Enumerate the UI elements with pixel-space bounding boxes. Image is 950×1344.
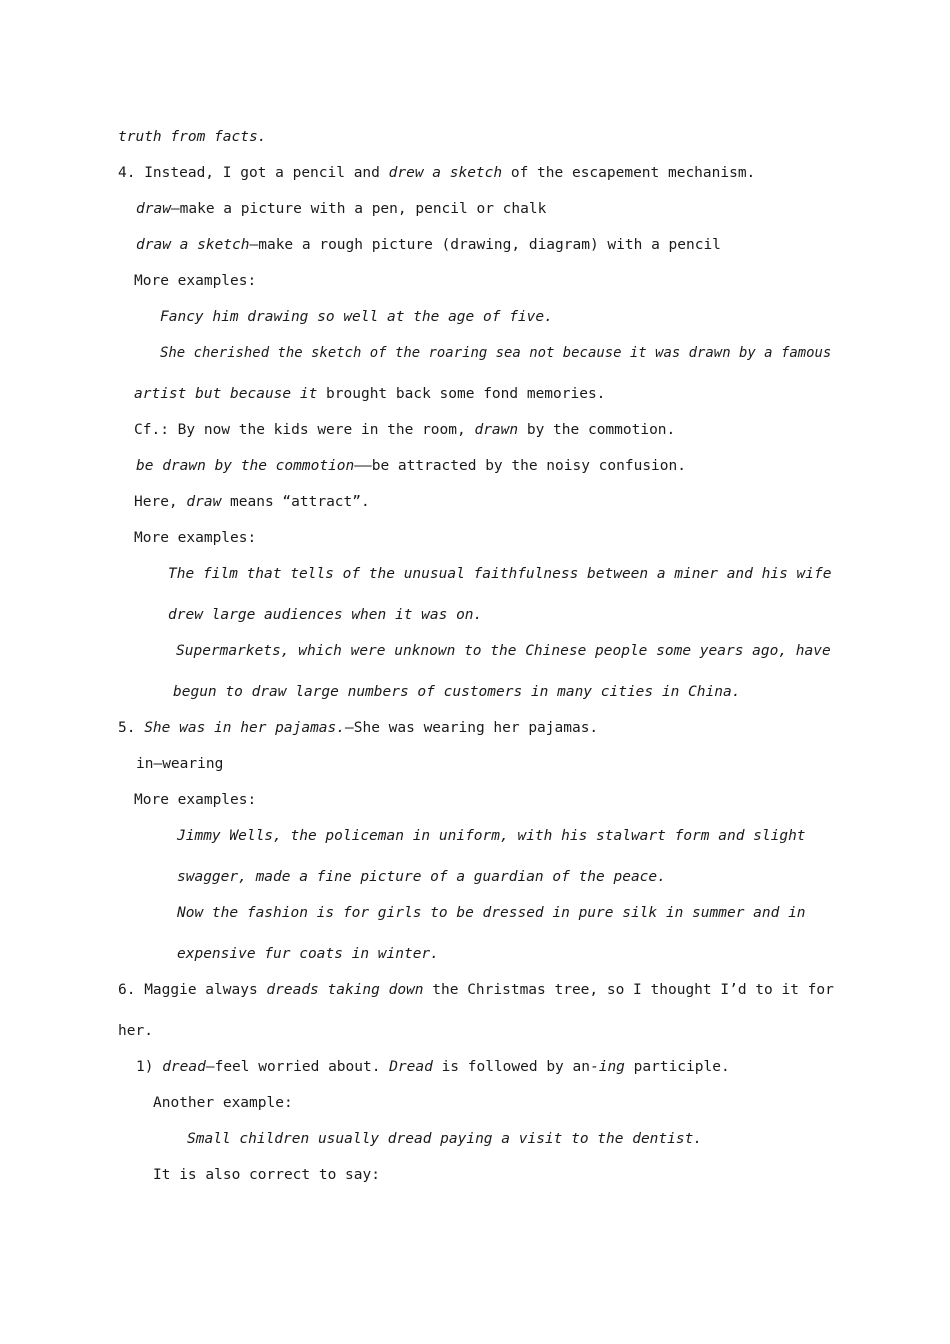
text-line: It is also correct to say:	[153, 1167, 380, 1183]
example-sentence: drew large audiences when it was on.	[168, 607, 483, 623]
example-sentence: Fancy him drawing so well at the age of five.	[160, 309, 553, 325]
example-sentence: expensive fur coats in winter.	[177, 946, 439, 962]
example-sentence: swagger, made a fine picture of a guardian of the peace.	[177, 869, 666, 885]
example-sentence: Now the fashion is for girls to be dressed in pure silk in summer and in	[177, 905, 806, 921]
text-line: truth from facts.	[118, 129, 267, 145]
example-sentence: artist but because it brought back some fond memories.	[134, 386, 606, 402]
examples-label: More examples:	[134, 792, 257, 808]
definition-line: in—wearing	[136, 756, 224, 772]
item-4-heading: 4. Instead, I got a pencil and drew a sketch of the escapement mechanism.	[118, 165, 756, 181]
text-line: her.	[118, 1023, 153, 1039]
item-5-heading: 5. She was in her pajamas.—She was wearing her pajamas.	[118, 720, 599, 736]
definition-line: be drawn by the commotion——be attracted by the noisy confusion.	[136, 458, 686, 474]
sub-item-1: 1) dread—feel worried about. Dread is followed by an-ing participle.	[136, 1059, 730, 1075]
definition-line: draw a sketch—make a rough picture (drawing, diagram) with a pencil	[136, 237, 721, 253]
text-line: Here, draw means “attract”.	[134, 494, 370, 510]
example-sentence: Small children usually dread paying a visit to the dentist.	[187, 1131, 703, 1147]
definition-line: draw—make a picture with a pen, pencil or chalk	[136, 201, 547, 217]
comparison-line: Cf.: By now the kids were in the room, drawn by the commotion.	[134, 422, 676, 438]
example-sentence: begun to draw large numbers of customers in many cities in China.	[173, 684, 741, 700]
item-6-heading: 6. Maggie always dreads taking down the Christmas tree, so I thought I’d to it for	[118, 982, 834, 998]
example-sentence: Supermarkets, which were unknown to the Chinese people some years ago, have	[176, 643, 831, 659]
example-sentence: Jimmy Wells, the policeman in uniform, with his stalwart form and slight	[177, 828, 806, 844]
examples-label: Another example:	[153, 1095, 293, 1111]
example-sentence: She cherished the sketch of the roaring sea not because it was drawn by a famous	[160, 345, 832, 361]
examples-label: More examples:	[134, 273, 257, 289]
example-sentence: The film that tells of the unusual faithfulness between a miner and his wife	[168, 566, 832, 582]
examples-label: More examples:	[134, 530, 257, 546]
